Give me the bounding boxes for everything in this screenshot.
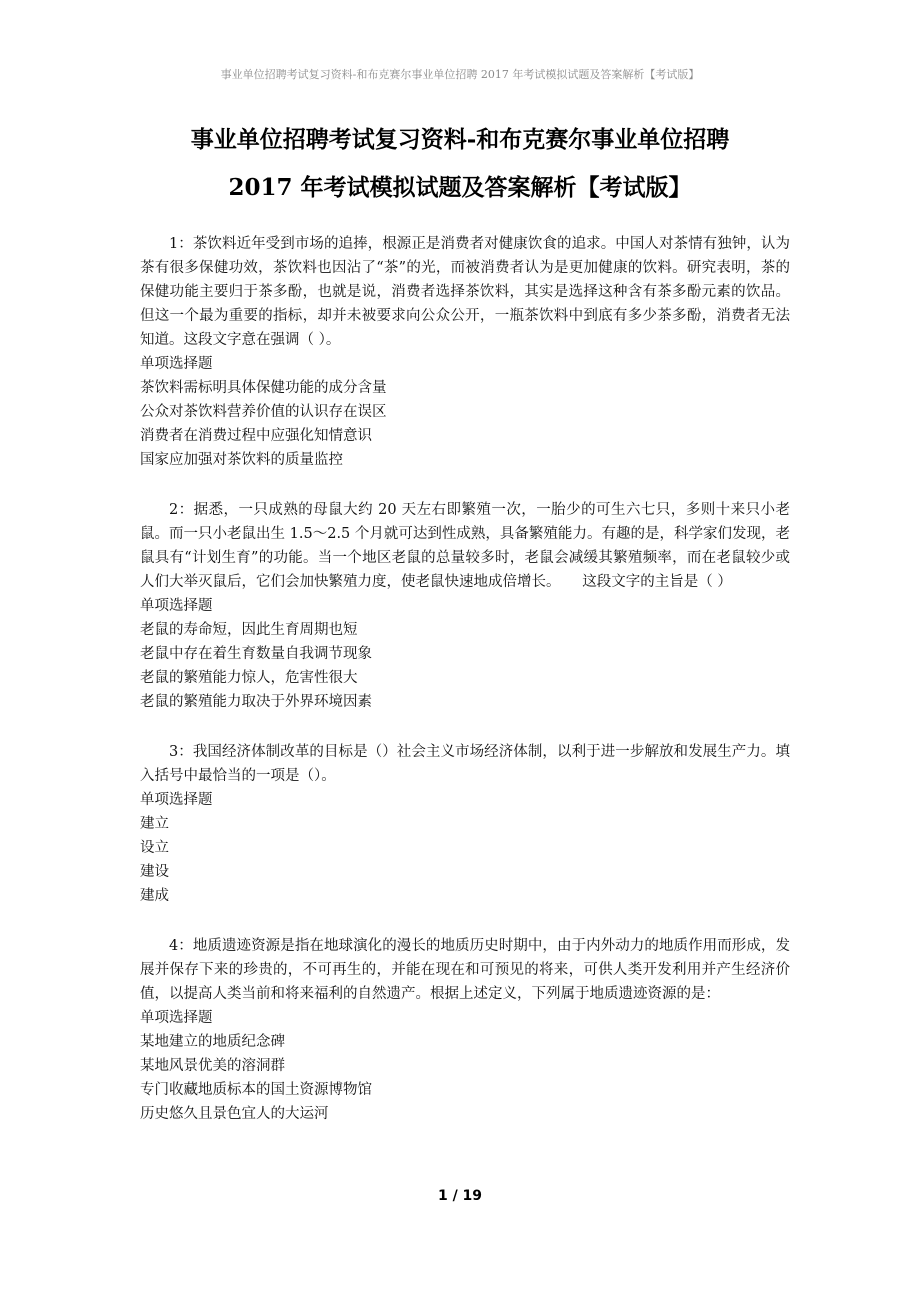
question-type: 单项选择题 bbox=[140, 792, 213, 808]
question-list bbox=[140, 232, 790, 1152]
question-4 bbox=[140, 934, 790, 1126]
question-option: 老鼠的繁殖能力取决于外界环境因素 bbox=[140, 694, 372, 710]
question-option: 设立 bbox=[140, 840, 169, 856]
question-option: 某地风景优美的溶洞群 bbox=[140, 1058, 285, 1074]
question-type: 单项选择题 bbox=[140, 356, 213, 372]
running-header: 事业单位招聘考试复习资料-和布克赛尔事业单位招聘 2017 年考试模拟试题及答案解析【考试版】 bbox=[220, 68, 700, 81]
question-stem: 3：我国经济体制改革的目标是（）社会主义市场经济体制，以利于进一步解放和发展生产力。填入括号中最恰当的一项是（）。 bbox=[140, 744, 790, 784]
question-stem: 2：据悉，一只成熟的母鼠大约 20 天左右即繁殖一次，一胎少的可生六七只，多则十来只小老鼠。而一只小老鼠出生 1.5～2.5 个月就可达到性成熟，具备繁殖能力。有趣的是，科学家们发现，老鼠具有“计划生育”的功能。当一个地区老鼠的总量较多时，老鼠会减缓其繁殖频率，而在老鼠较少或人们大举灭鼠后，它们会加快繁殖力度，使老鼠快速地成倍增长。 这段文字的主旨是（ ） bbox=[140, 502, 790, 590]
question-option: 建立 bbox=[140, 816, 169, 832]
question-option: 消费者在消费过程中应强化知情意识 bbox=[140, 428, 372, 444]
document-title-line-1: 事业单位招聘考试复习资料-和布克赛尔事业单位招聘 bbox=[190, 126, 730, 153]
question-option: 专门收藏地质标本的国土资源博物馆 bbox=[140, 1082, 372, 1098]
question-1 bbox=[140, 232, 790, 472]
question-type: 单项选择题 bbox=[140, 598, 213, 614]
question-option: 历史悠久且景色宜人的大运河 bbox=[140, 1106, 329, 1122]
question-type: 单项选择题 bbox=[140, 1010, 213, 1026]
question-2 bbox=[140, 498, 790, 714]
question-option: 建设 bbox=[140, 864, 169, 880]
question-option: 某地建立的地质纪念碑 bbox=[140, 1034, 285, 1050]
question-option: 国家应加强对茶饮料的质量监控 bbox=[140, 452, 343, 468]
question-option: 茶饮料需标明具体保健功能的成分含量 bbox=[140, 380, 387, 396]
question-stem: 1：茶饮料近年受到市场的追捧，根源正是消费者对健康饮食的追求。中国人对茶情有独钟，认为茶有很多保健功效，茶饮料也因沾了“茶”的光，而被消费者认为是更加健康的饮料。研究表明，茶的保健功能主要归于茶多酚，也就是说，消费者选择茶饮料，其实是选择这种含有茶多酚元素的饮品。但这一个最为重要的指标，却并未被要求向公众公开，一瓶茶饮料中到底有多少茶多酚，消费者无法知道。这段文字意在强调（ ）。 bbox=[140, 236, 790, 348]
question-option: 老鼠中存在着生育数量自我调节现象 bbox=[140, 646, 372, 662]
question-3 bbox=[140, 740, 790, 908]
question-stem: 4：地质遗迹资源是指在地球演化的漫长的地质历史时期中，由于内外动力的地质作用而形成，发展并保存下来的珍贵的，不可再生的，并能在现在和可预见的将来，可供人类开发利用并产生经济价值，以提高人类当前和将来福利的自然遗产。根据上述定义，下列属于地质遗迹资源的是： bbox=[140, 938, 790, 1002]
question-option: 公众对茶饮料营养价值的认识存在误区 bbox=[140, 404, 387, 420]
page-number: 1 / 19 bbox=[437, 1188, 483, 1204]
question-option: 建成 bbox=[140, 888, 169, 904]
document-title-line-2: 2017 年考试模拟试题及答案解析【考试版】 bbox=[228, 174, 692, 201]
question-option: 老鼠的寿命短，因此生育周期也短 bbox=[140, 622, 358, 638]
question-option: 老鼠的繁殖能力惊人，危害性很大 bbox=[140, 670, 358, 686]
